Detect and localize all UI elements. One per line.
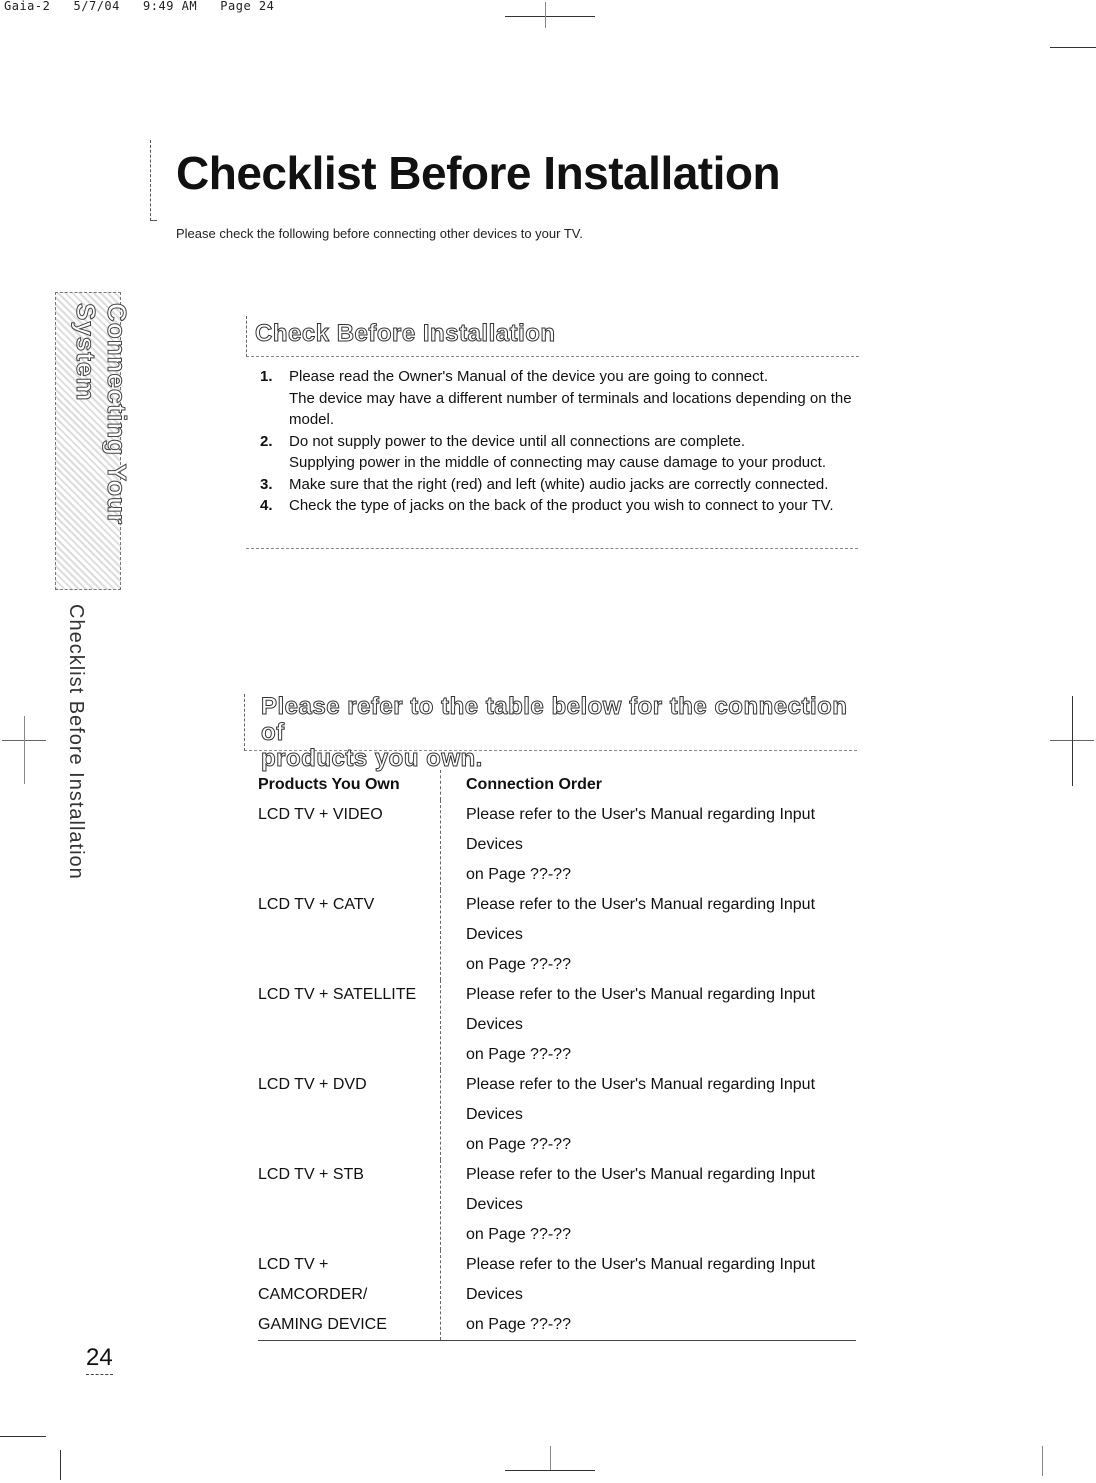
chapter-side-tab — [55, 292, 132, 590]
crop-mark-bottom-left — [0, 1436, 46, 1437]
item-number: 2. — [260, 432, 273, 450]
page-subtitle: Please check the following before connecting other devices to your TV. — [176, 226, 583, 241]
item-line: Check the type of jacks on the back of the product you wish to connect to your TV. — [289, 497, 834, 514]
order-line: on Page ??-?? — [466, 1046, 571, 1063]
product-line: LCD TV + CAMCORDER/ — [258, 1256, 368, 1303]
print-slug: Gaia-2 5/7/04 9:49 AM Page 24 — [4, 0, 275, 13]
product-cell: LCD TV + SATELLITE — [258, 986, 417, 1003]
refer-heading-line: products you own. — [261, 745, 483, 772]
chapter-label: Connecting Your System — [71, 303, 132, 526]
column-header-products: Products You Own — [258, 776, 400, 793]
item-number: 1. — [260, 368, 273, 385]
check-section-header — [246, 316, 859, 357]
product-cell: LCD TV + DVD — [258, 1076, 367, 1093]
column-header-connection-order: Connection Order — [441, 770, 857, 800]
table-row — [258, 1250, 856, 1341]
product-cell — [258, 1250, 441, 1341]
item-number: 4. — [260, 497, 273, 514]
connection-table — [258, 770, 856, 1341]
order-cell — [441, 1070, 857, 1160]
refer-heading-line: Please refer to the table below for the connection of — [261, 693, 848, 746]
order-cell — [441, 1160, 857, 1250]
product-cell: LCD TV + CATV — [258, 896, 375, 913]
order-line: on Page ??-?? — [466, 866, 571, 883]
crop-mark-bottom-left-tick — [60, 1450, 61, 1480]
item-line: The device may have a different number of terminals and locations depending on the model. — [289, 389, 852, 428]
table-header-row — [258, 770, 856, 800]
order-line: Please refer to the User's Manual regarding Input Devices — [466, 986, 816, 1033]
side-page-label: Checklist Before Installation — [65, 604, 87, 880]
section-divider — [246, 548, 858, 549]
checklist-item — [256, 495, 866, 517]
registration-mark-top — [505, 16, 595, 17]
item-number: 3. — [260, 475, 273, 493]
page-number: 24 — [86, 1344, 113, 1375]
product-cell: LCD TV + VIDEO — [258, 806, 383, 823]
order-line: Please refer to the User's Manual regarding Input Devices — [466, 1076, 816, 1123]
order-line: on Page ??-?? — [466, 1136, 571, 1153]
order-cell — [441, 1250, 857, 1341]
table-row — [258, 980, 856, 1070]
table-row — [258, 1160, 856, 1250]
item-line: Make sure that the right (red) and left (white) audio jacks are correctly connected. — [289, 475, 829, 493]
table-row — [258, 890, 856, 980]
order-line: Please refer to the User's Manual regarding Input Devices — [466, 1256, 816, 1303]
crop-mark-bottom-right-tick — [1042, 1446, 1043, 1476]
order-line: on Page ??-?? — [466, 956, 571, 973]
refer-section-heading — [261, 694, 857, 772]
order-line: Please refer to the User's Manual regarding Input Devices — [466, 806, 816, 853]
checklist-item — [256, 366, 866, 431]
registration-mark-top-tick — [545, 2, 546, 28]
registration-mark-bottom — [505, 1470, 595, 1471]
product-cell: LCD TV + STB — [258, 1166, 364, 1183]
title-bracket — [150, 140, 157, 221]
refer-section-header — [244, 693, 857, 772]
item-line: Supplying power in the middle of connecting may cause damage to your product. — [289, 454, 826, 471]
order-line: Please refer to the User's Manual regarding Input Devices — [466, 1166, 816, 1213]
checklist — [256, 366, 866, 517]
item-line: Do not supply power to the device until all connections are complete. — [289, 432, 746, 450]
order-line: on Page ??-?? — [466, 1226, 571, 1243]
order-line: Please refer to the User's Manual regarding Input Devices — [466, 896, 816, 943]
item-line: Please read the Owner's Manual of the device you are going to connect. — [289, 368, 768, 385]
check-section-heading: Check Before Installation — [255, 320, 556, 347]
table-row — [258, 1070, 856, 1160]
order-line: on Page ??-?? — [466, 1316, 571, 1333]
crop-mark-top-right — [1050, 47, 1096, 48]
order-cell — [441, 980, 857, 1070]
registration-mark-right-tick — [1072, 696, 1073, 786]
checklist-item — [256, 474, 866, 496]
checklist-item — [256, 431, 866, 474]
table-row — [258, 800, 856, 890]
registration-mark-bottom-tick — [550, 1446, 551, 1470]
order-cell — [441, 800, 857, 890]
product-line: GAMING DEVICE — [258, 1316, 387, 1333]
registration-mark-left-tick — [24, 716, 25, 784]
order-cell — [441, 890, 857, 980]
page-title: Checklist Before Installation — [176, 147, 781, 199]
